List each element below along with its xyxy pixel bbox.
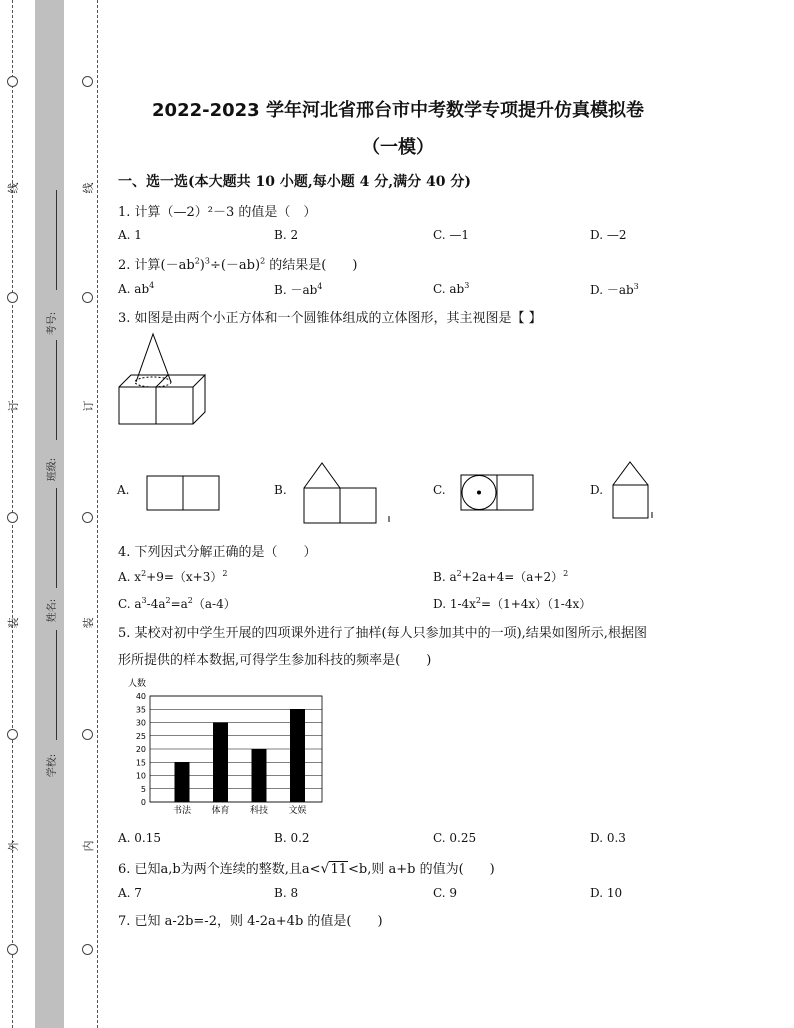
q1-option-b[interactable]: B. 2 bbox=[274, 228, 299, 242]
q3-option-d-label[interactable]: D. bbox=[590, 483, 604, 497]
binding-hole bbox=[82, 76, 93, 87]
chart-y-tick-label: 5 bbox=[140, 784, 146, 794]
binding-hole bbox=[7, 292, 18, 303]
q3-option-b-figure[interactable] bbox=[300, 460, 394, 526]
cubes-side bbox=[193, 375, 205, 424]
chart-bar-4 bbox=[290, 709, 305, 802]
binding-hole bbox=[7, 944, 18, 955]
chart-bar-2 bbox=[213, 723, 228, 803]
q5-option-d[interactable]: D. 0.3 bbox=[590, 831, 626, 845]
q1-option-c[interactable]: C. —1 bbox=[433, 228, 470, 242]
question-2-stem: 2. 计算$(-ab^2)^3\div(-ab)^2$ 的结果是( ) bbox=[118, 256, 358, 273]
exam-number-label: 考号: bbox=[47, 311, 59, 336]
class-line[interactable] bbox=[56, 340, 57, 440]
chart-y-tick-label: 10 bbox=[135, 771, 146, 781]
chart-y-title: 人数 bbox=[128, 679, 147, 689]
q2-option-a[interactable]: A. $ab^4$ bbox=[118, 281, 155, 296]
binding-hole bbox=[82, 512, 93, 523]
cone-base bbox=[135, 377, 171, 387]
margin-char-inner: 装 bbox=[82, 617, 95, 629]
chart-y-tick-label: 40 bbox=[135, 692, 146, 701]
q6-option-a[interactable]: A. 7 bbox=[118, 886, 142, 900]
q4-option-b[interactable]: B. $a^2+2a+4=(a+2)^2$ bbox=[433, 569, 569, 584]
q1-option-a[interactable]: A. 1 bbox=[118, 228, 142, 242]
chart-bar-1 bbox=[175, 762, 190, 802]
question-5-stem-line2: 形所提供的样本数据,可得学生参加科技的频率是( ) bbox=[118, 653, 432, 668]
sqrt-symbol: √ bbox=[320, 861, 330, 877]
exam-subtitle: （一模） bbox=[362, 137, 434, 158]
question-1-stem: 1. 计算（—2）²－3 的值是（ ） bbox=[118, 205, 317, 220]
margin-char-inner: 线 bbox=[82, 182, 95, 194]
q2-option-d[interactable]: D. $-ab^3$ bbox=[590, 282, 639, 297]
q3-solid-figure bbox=[116, 330, 208, 430]
binding-hole bbox=[7, 76, 18, 87]
q5-bar-chart bbox=[116, 676, 328, 816]
question-4-stem: 4. 下列因式分解正确的是（ ） bbox=[118, 545, 317, 560]
q3-option-a-figure[interactable] bbox=[140, 472, 224, 512]
cubes-edge bbox=[156, 375, 168, 387]
chart-bar-3 bbox=[252, 749, 267, 802]
q4-option-a[interactable]: A. $x^2+9=(x+3)^2$ bbox=[118, 569, 228, 584]
q4-option-d[interactable]: D. $1-4x^2=(1+4x)(1-4x)$ bbox=[433, 596, 592, 611]
cube-left-front bbox=[119, 387, 156, 424]
exam-title: 2022-2023 学年河北省邢台市中考数学专项提升仿真模拟卷 bbox=[152, 100, 644, 121]
question-7-stem: 7. 已知 a-2b=-2，则 4-2a+4b 的值是( ) bbox=[118, 914, 383, 929]
chart-x-tick-label: 体育 bbox=[211, 806, 230, 816]
binding-strip bbox=[35, 0, 64, 1028]
chart-y-tick-label: 0 bbox=[140, 798, 146, 807]
chart-y-tick-label: 20 bbox=[135, 745, 146, 754]
q3-option-d-figure[interactable] bbox=[608, 460, 658, 522]
margin-char-inner: 订 bbox=[82, 400, 95, 412]
chart-y-tick-label: 35 bbox=[135, 705, 146, 715]
binding-hole bbox=[7, 512, 18, 523]
margin-char-outer: 外 bbox=[7, 840, 20, 852]
margin-char-inner: 内 bbox=[82, 840, 95, 852]
chart-y-tick-label: 15 bbox=[135, 758, 146, 768]
section-heading: 一、选一选(本大题共 10 小题,每小题 4 分,满分 40 分) bbox=[118, 174, 471, 190]
q3-option-b-label[interactable]: B. bbox=[274, 483, 287, 497]
q6-option-d[interactable]: D. 10 bbox=[590, 886, 623, 900]
name-line[interactable] bbox=[56, 488, 57, 588]
q5-option-a[interactable]: A. 0.15 bbox=[118, 831, 162, 845]
binding-hole bbox=[82, 292, 93, 303]
q3-option-c-figure[interactable] bbox=[456, 472, 538, 512]
q5-option-b[interactable]: B. 0.2 bbox=[274, 831, 310, 845]
q6-option-c[interactable]: C. 9 bbox=[433, 886, 458, 900]
sqrt-radicand: 11 bbox=[330, 862, 347, 877]
cube-right-front bbox=[156, 387, 193, 424]
chart-x-tick-label: 文娱 bbox=[288, 806, 307, 816]
q6-option-b[interactable]: B. 8 bbox=[274, 886, 299, 900]
question-6-stem: 6. 已知a,b为两个连续的整数,且a<√11<b,则 a+b 的值为( ) bbox=[118, 861, 495, 877]
q2-option-c[interactable]: C. $ab^3$ bbox=[433, 281, 470, 296]
q3-option-c-label[interactable]: C. bbox=[433, 483, 446, 497]
question-3-stem: 3. 如图是由两个小正方体和一个圆锥体组成的立体图形，其主视图是【 】 bbox=[118, 311, 542, 326]
exam-number-line[interactable] bbox=[56, 190, 57, 290]
binding-hole bbox=[7, 729, 18, 740]
q2-option-b[interactable]: B. $-ab^4$ bbox=[274, 282, 323, 297]
chart-y-tick-label: 30 bbox=[135, 718, 146, 728]
q4-option-c[interactable]: C. $a^3-4a^2=a^2(a-4)$ bbox=[118, 596, 236, 611]
margin-char-outer: 线 bbox=[7, 182, 20, 194]
q1-option-d[interactable]: D. —2 bbox=[590, 228, 627, 242]
margin-char-outer: 装 bbox=[7, 617, 20, 629]
school-line[interactable] bbox=[56, 630, 57, 740]
q3-option-a-label[interactable]: A. bbox=[117, 483, 130, 497]
name-label: 姓名: bbox=[47, 598, 59, 623]
chart-y-tick-label: 25 bbox=[135, 731, 146, 741]
chart-x-tick-label: 科技 bbox=[249, 806, 269, 816]
inner-dashed-line bbox=[97, 0, 98, 1028]
binding-hole bbox=[82, 944, 93, 955]
school-label: 学校: bbox=[47, 753, 59, 778]
binding-hole bbox=[82, 729, 93, 740]
class-label: 班级: bbox=[47, 457, 59, 482]
q5-option-c[interactable]: C. 0.25 bbox=[433, 831, 477, 845]
chart-x-tick-label: 书法 bbox=[172, 806, 192, 816]
question-5-stem-line1: 5. 某校对初中学生开展的四项课外进行了抽样(每人只参加其中的一项),结果如图所示,根据图 bbox=[118, 626, 647, 641]
margin-char-outer: 订 bbox=[7, 400, 20, 412]
